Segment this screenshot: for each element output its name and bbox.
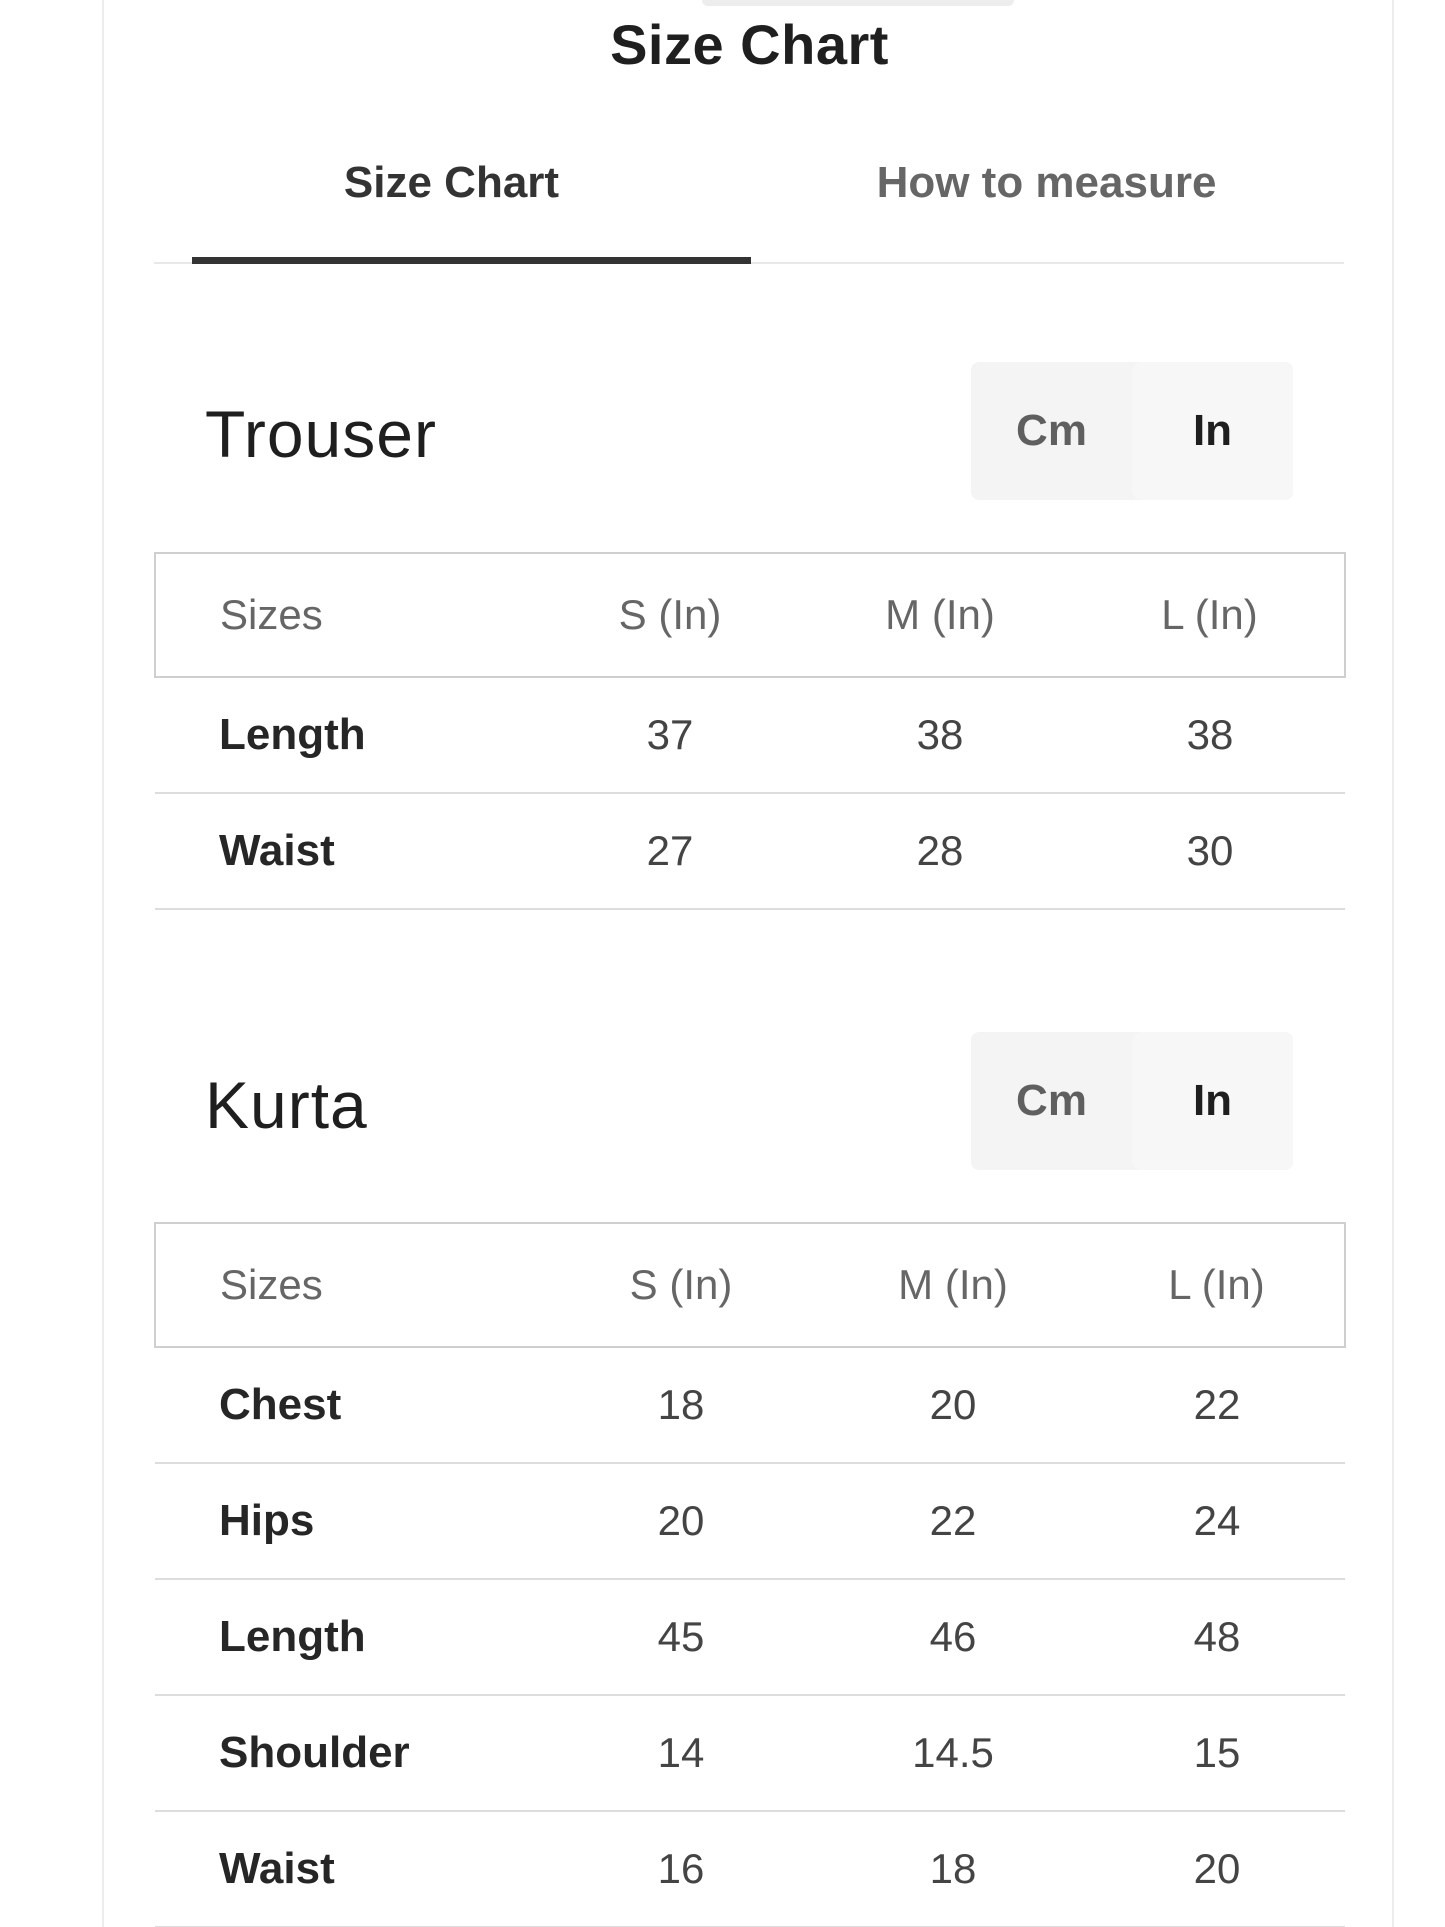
cell-value: 22 <box>1089 1347 1345 1463</box>
cell-value: 48 <box>1089 1579 1345 1695</box>
drag-handle[interactable] <box>702 0 1014 6</box>
header-size-s: S (In) <box>535 553 805 677</box>
cell-value: 38 <box>1075 677 1345 793</box>
table-row <box>155 1695 1345 1811</box>
cell-value: 18 <box>545 1347 817 1463</box>
unit-cm-button[interactable]: Cm <box>1016 1076 1087 1125</box>
row-label: Shoulder <box>155 1695 545 1811</box>
row-label: Waist <box>155 1811 545 1927</box>
header-size-m: M (In) <box>817 1223 1089 1347</box>
cell-value: 18 <box>817 1811 1089 1927</box>
row-label: Length <box>155 1579 545 1695</box>
header-size-l: L (In) <box>1075 553 1345 677</box>
unit-toggle-kurta <box>971 1032 1293 1170</box>
table-row <box>155 1811 1345 1927</box>
cell-value: 20 <box>545 1463 817 1579</box>
cell-value: 14 <box>545 1695 817 1811</box>
unit-cm-button[interactable]: Cm <box>1016 406 1087 455</box>
row-label: Waist <box>155 793 535 909</box>
section-title-kurta: Kurta <box>205 1068 368 1142</box>
cell-value: 16 <box>545 1811 817 1927</box>
cell-value: 14.5 <box>817 1695 1089 1811</box>
unit-in-button[interactable]: In <box>1132 362 1293 500</box>
section-title-trouser: Trouser <box>205 397 437 471</box>
header-sizes: Sizes <box>155 553 535 677</box>
cell-value: 30 <box>1075 793 1345 909</box>
table-row <box>155 1463 1345 1579</box>
tab-size-chart[interactable]: Size Chart <box>154 150 749 262</box>
table-row <box>155 1579 1345 1695</box>
cell-value: 20 <box>817 1347 1089 1463</box>
header-size-s: S (In) <box>545 1223 817 1347</box>
cell-value: 45 <box>545 1579 817 1695</box>
header-sizes: Sizes <box>155 1223 545 1347</box>
cell-value: 20 <box>1089 1811 1345 1927</box>
header-size-m: M (In) <box>805 553 1075 677</box>
row-label: Hips <box>155 1463 545 1579</box>
row-label: Length <box>155 677 535 793</box>
cell-value: 27 <box>535 793 805 909</box>
header-size-l: L (In) <box>1089 1223 1345 1347</box>
tab-how-to-measure[interactable]: How to measure <box>876 158 1217 207</box>
table-header-row <box>155 553 1345 677</box>
size-table-trouser <box>154 552 1346 910</box>
table-row <box>155 677 1345 793</box>
cell-value: 22 <box>817 1463 1089 1579</box>
table-header-row <box>155 1223 1345 1347</box>
cell-value: 15 <box>1089 1695 1345 1811</box>
cell-value: 24 <box>1089 1463 1345 1579</box>
table-row <box>155 793 1345 909</box>
cell-value: 46 <box>817 1579 1089 1695</box>
modal-title: Size Chart <box>610 13 889 76</box>
unit-in-button[interactable]: In <box>1132 1032 1293 1170</box>
unit-toggle-trouser <box>971 362 1293 500</box>
cell-value: 37 <box>535 677 805 793</box>
row-label: Chest <box>155 1347 545 1463</box>
cell-value: 28 <box>805 793 1075 909</box>
tab-bar <box>154 150 1344 264</box>
table-row <box>155 1347 1345 1463</box>
size-table-kurta <box>154 1222 1346 1927</box>
cell-value: 38 <box>805 677 1075 793</box>
